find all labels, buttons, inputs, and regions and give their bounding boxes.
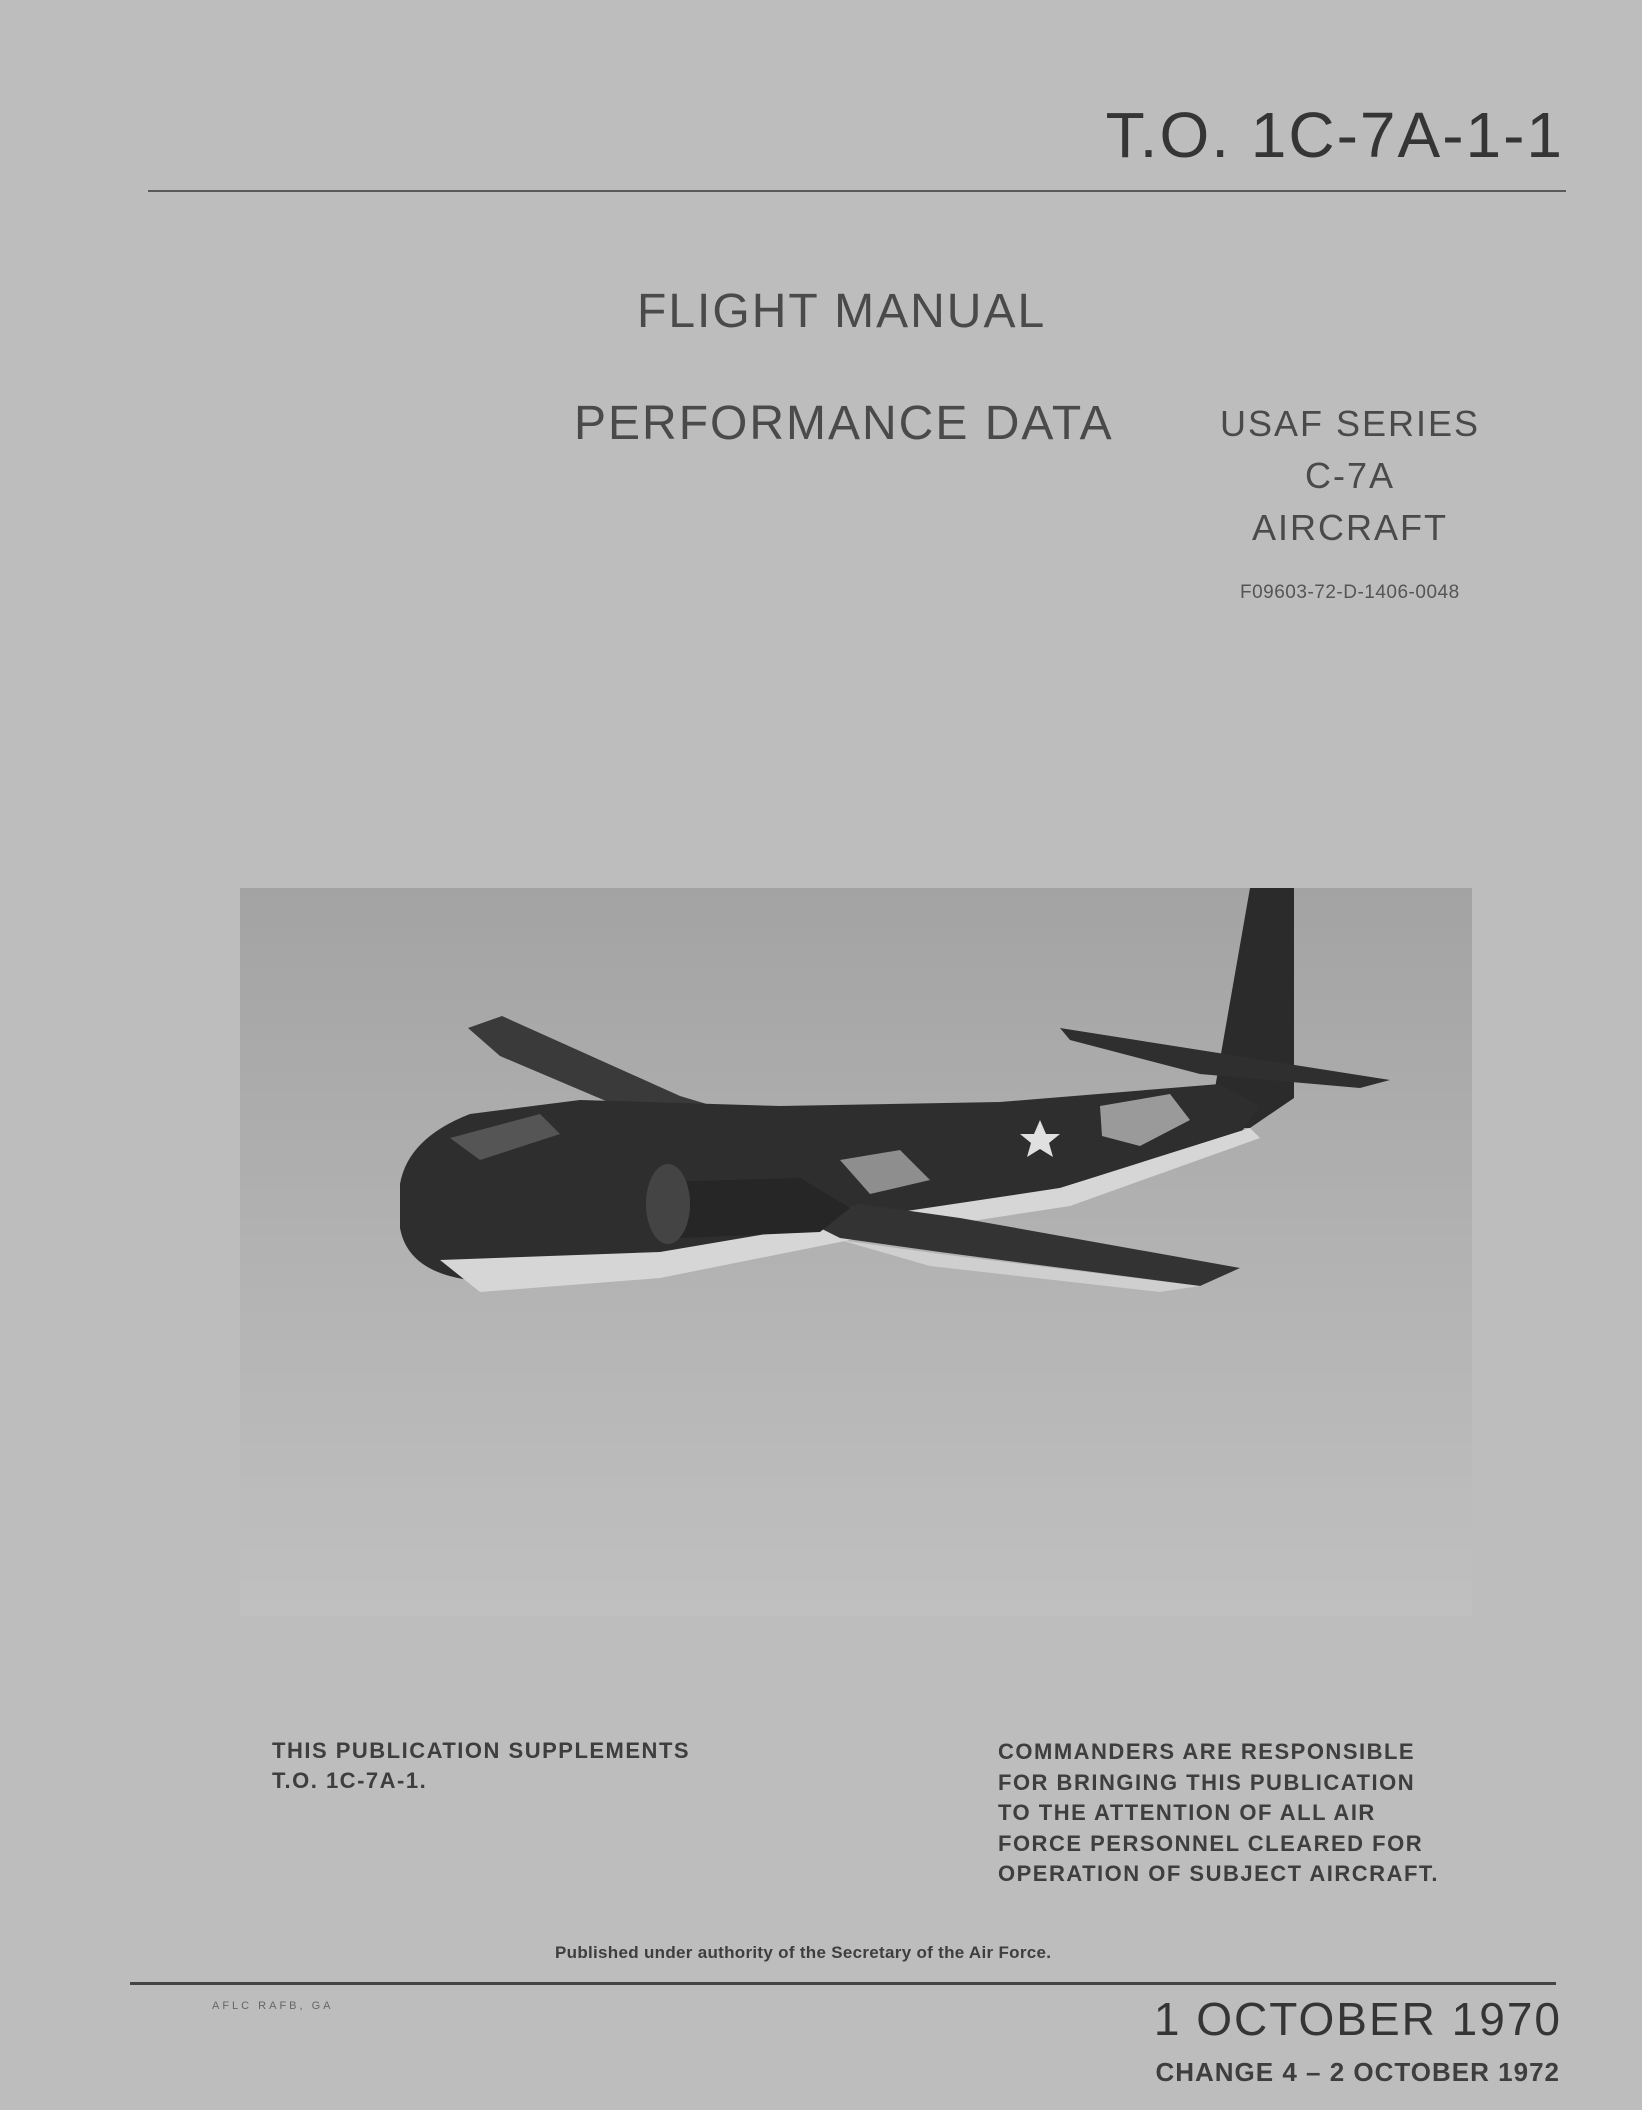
commanders-note-line: FORCE PERSONNEL CLEARED FOR [998, 1830, 1424, 1856]
contract-number: F09603-72-D-1406-0048 [1240, 582, 1460, 603]
title-performance-data: PERFORMANCE DATA [574, 397, 1114, 450]
commanders-note-line: OPERATION OF SUBJECT AIRCRAFT. [998, 1861, 1440, 1886]
series-block [1190, 398, 1510, 554]
propeller-hub [646, 1164, 690, 1244]
authority-statement: Published under authority of the Secretary of the Air Force. [555, 1943, 1052, 1962]
change-notice: CHANGE 4 – 2 OCTOBER 1972 [1155, 2057, 1560, 2087]
series-label: USAF SERIES [1219, 403, 1481, 444]
commanders-note-line: FOR BRINGING THIS PUBLICATION [998, 1769, 1416, 1795]
commanders-note [998, 1737, 1439, 1890]
aircraft-photo [240, 888, 1472, 1616]
title-flight-manual: FLIGHT MANUAL [637, 285, 1047, 338]
bottom-divider [130, 1982, 1556, 1985]
commanders-note-line: COMMANDERS ARE RESPONSIBLE [998, 1739, 1416, 1764]
technical-order-number: T.O. 1C-7A-1-1 [1105, 99, 1564, 171]
supplement-note [272, 1736, 690, 1796]
printer-imprint: AFLC RAFB, GA [212, 2000, 334, 2012]
commanders-note-line: TO THE ATTENTION OF ALL AIR [998, 1800, 1376, 1825]
publication-date: 1 OCTOBER 1970 [1153, 1993, 1562, 2045]
top-divider [148, 190, 1566, 192]
aircraft-label: AIRCRAFT [1252, 507, 1448, 548]
aircraft-illustration [240, 888, 1472, 1616]
supplement-note-line: T.O. 1C-7A-1. [272, 1768, 428, 1793]
aircraft-model: C-7A [1304, 455, 1396, 496]
supplement-note-line: THIS PUBLICATION SUPPLEMENTS [272, 1738, 691, 1763]
